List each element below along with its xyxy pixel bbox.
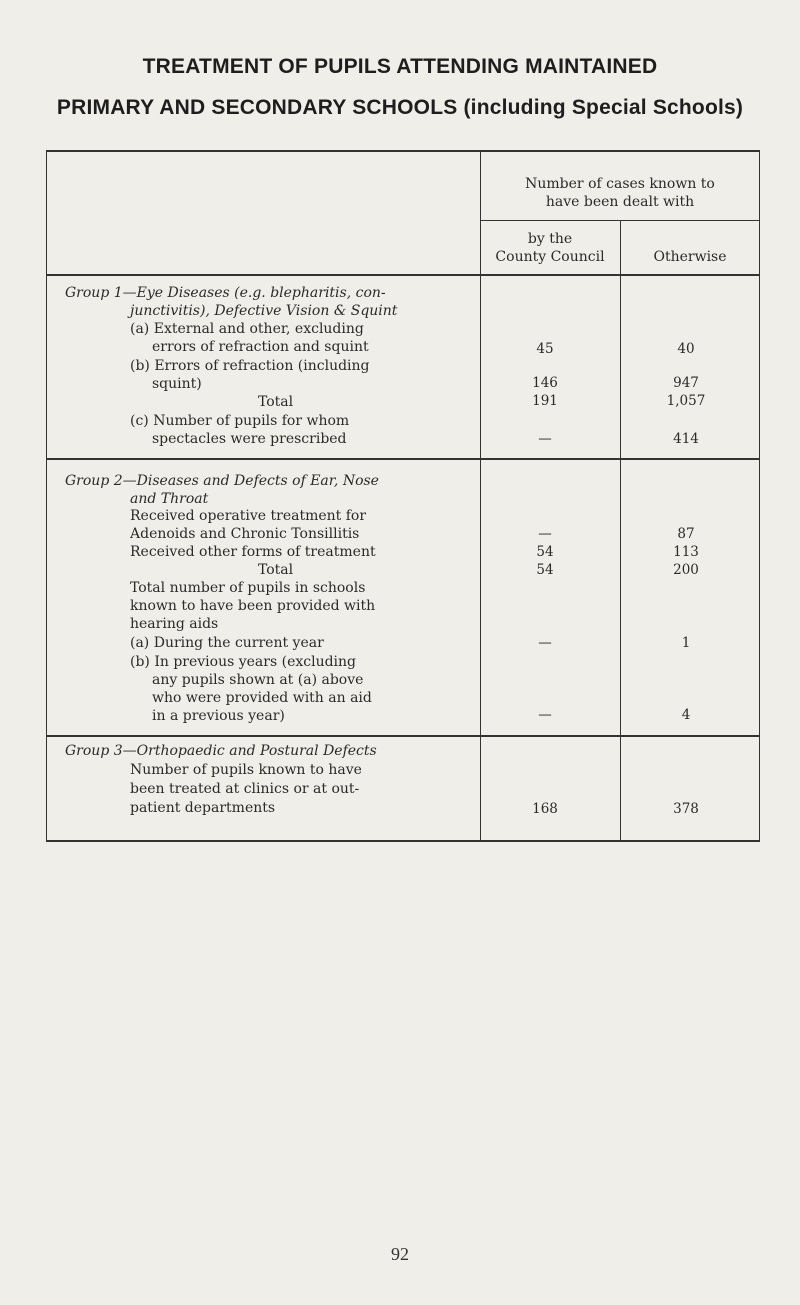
rule-group2-bottom (46, 735, 760, 737)
group3-heading-line-1: 3—Orthopaedic and Postural Defects (113, 743, 377, 759)
group3-line-3: patient departments (130, 800, 276, 816)
header-span-line-2: have been dealt with (545, 194, 695, 210)
group2-op-otherwise: 87 (677, 526, 695, 542)
rule-top (46, 150, 760, 152)
group1-a-otherwise: 40 (677, 341, 695, 357)
group1-c-line-1: (c) Number of pupils for whom (130, 413, 350, 429)
rule-group1-bottom (46, 458, 760, 460)
group1-heading-line-1: 1—Eye Diseases (e.g. blepharitis, con- (113, 285, 386, 301)
group2-b-line-3: who were provided with an aid (152, 690, 372, 706)
group1-a-county: 45 (536, 341, 554, 357)
group1-label: Group (65, 285, 110, 301)
group2-op-line-1: Received operative treatment for (130, 508, 367, 524)
rule-left (46, 150, 47, 841)
group1-total-otherwise: 1,057 (666, 393, 706, 409)
group1-heading (65, 284, 386, 302)
header-span (480, 175, 760, 211)
group1-b-county: 146 (532, 375, 558, 391)
group2-a-otherwise: 1 (681, 635, 691, 651)
group2-b-county: — (538, 707, 552, 723)
group1-heading-line-2: junctivitis), Defective Vision & Squint (130, 303, 398, 319)
header-col1-line-2: County Council (495, 249, 605, 265)
group1-a-line-2: errors of refraction and squint (152, 339, 369, 355)
group2-heading-line-2: and Throat (130, 491, 209, 507)
header-county-council (480, 230, 620, 266)
header-col1-line-1: by the (527, 231, 573, 247)
group2-b-line-4: in a previous year) (152, 708, 285, 724)
group2-b-otherwise: 4 (681, 707, 691, 723)
group2-total-county: 54 (536, 562, 554, 578)
group1-a-line-1: (a) External and other, excluding (130, 321, 364, 337)
group2-other-line: Received other forms of treatment (130, 544, 376, 560)
group2-label: Group (65, 473, 110, 489)
group2-op-county: — (538, 526, 552, 542)
group1-b-line-2: squint) (152, 376, 202, 392)
group3-label: Group (65, 743, 110, 759)
group1-total-county: 191 (532, 393, 558, 409)
group2-a-line: (a) During the current year (130, 635, 324, 651)
group1-b-line-1: (b) Errors of refraction (including (130, 358, 370, 374)
group2-heading (65, 472, 379, 490)
group2-other-county: 54 (536, 544, 554, 560)
group2-total-label: Total (258, 562, 294, 578)
group2-aids-line-2: known to have been provided with (130, 598, 376, 614)
group1-c-otherwise: 414 (673, 431, 699, 447)
group2-aids-line-1: Total number of pupils in schools (130, 580, 366, 596)
page-number: 92 (391, 1244, 409, 1264)
group3-line-2: been treated at clinics or at out- (130, 781, 360, 797)
group1-c-county: — (538, 431, 552, 447)
group1-b-otherwise: 947 (673, 375, 699, 391)
title-line-2: PRIMARY AND SECONDARY SCHOOLS (including Special Schools) (56, 96, 744, 119)
title-line-1: TREATMENT OF PUPILS ATTENDING MAINTAINED (142, 55, 658, 78)
group3-line-1: Number of pupils known to have (130, 762, 362, 778)
header-otherwise: Otherwise (653, 249, 727, 265)
rule-header-bottom (46, 274, 760, 276)
group3-county: 168 (532, 801, 558, 817)
group2-aids-line-3: hearing aids (130, 616, 219, 632)
rule-bottom (46, 840, 760, 842)
group1-c-line-2: spectacles were prescribed (152, 431, 347, 447)
group2-a-county: — (538, 635, 552, 651)
group2-total-otherwise: 200 (673, 562, 699, 578)
header-span-line-1: Number of cases known to (525, 176, 715, 192)
group2-op-line-2: Adenoids and Chronic Tonsillitis (130, 526, 360, 542)
group3-otherwise: 378 (673, 801, 699, 817)
rule-col-divider-2 (620, 221, 621, 841)
group2-b-line-2: any pupils shown at (a) above (152, 672, 364, 688)
group2-other-otherwise: 113 (673, 544, 699, 560)
group1-total-label: Total (258, 394, 294, 410)
group2-b-line-1: (b) In previous years (excluding (130, 654, 357, 670)
group2-heading-line-1: 2—Diseases and Defects of Ear, Nose (113, 473, 379, 489)
group3-heading (65, 742, 377, 760)
